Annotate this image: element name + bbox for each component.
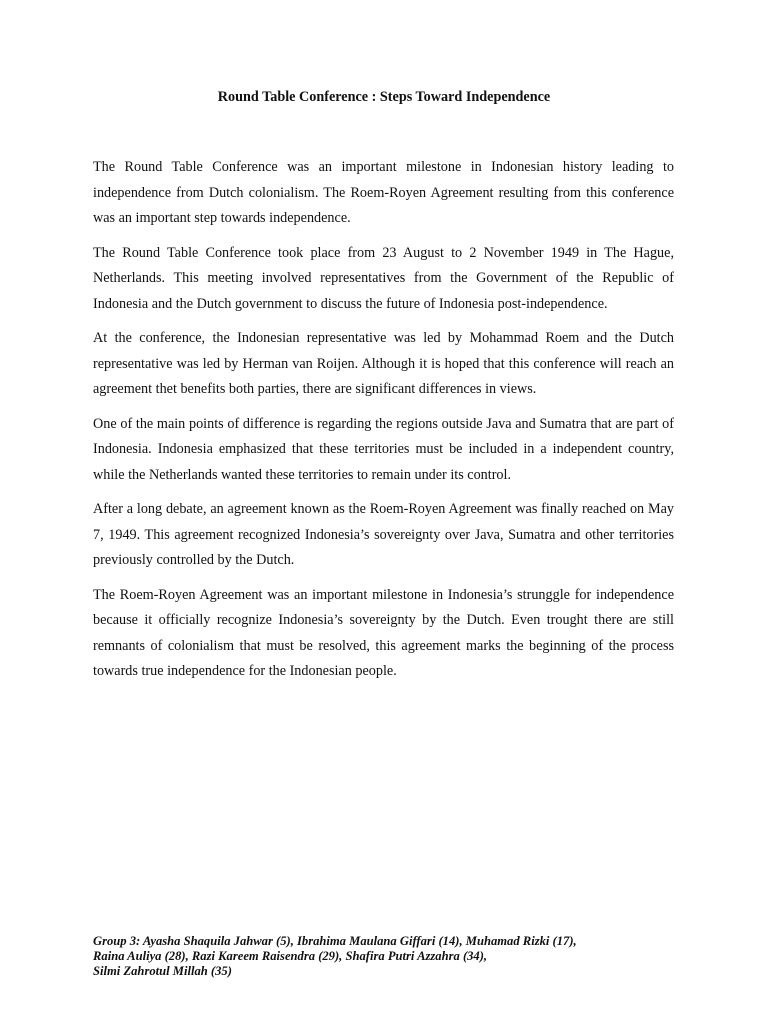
paragraph: The Round Table Conference took place from 23 August to 2 November 1949 in The Hague, Netherlands. This meeting involved representatives from the Government of the Republic of Indonesia and the Dutch government to discuss the future of Indonesia post-independence. (93, 244, 674, 312)
group-members-footer (93, 934, 693, 979)
footer-line: Raina Auliya (28), Razi Kareem Raisendra (29), Shafira Putri Azzahra (34), (93, 949, 488, 963)
paragraph: The Roem-Royen Agreement was an important milestone in Indonesia’s strunggle for independence because it officially recognize Indonesia’s sovereignty by the Dutch. Even trought there are still remnants of colonialism that must be resolved, this agreement marks the beginning of the process towards true independence for the Indonesian people. (93, 586, 674, 679)
footer-line: Group 3: Ayasha Shaquila Jahwar (5), Ibrahima Maulana Giffari (14), Muhamad Rizki (17), (93, 934, 577, 948)
document-body (93, 155, 674, 694)
paragraph: The Round Table Conference was an important milestone in Indonesian history leading to independence from Dutch colonialism. The Roem-Royen Agreement resulting from this conference was an important step towards independence. (93, 159, 674, 226)
footer-line: Silmi Zahrotul Millah (35) (93, 964, 232, 978)
document-title: Round Table Conference : Steps Toward Independence (217, 89, 551, 105)
paragraph: One of the main points of difference is regarding the regions outside Java and Sumatra that are part of Indonesia. Indonesia emphasized that these territories must be included in a independent country, while the Netherlands wanted these territories to remain under its control. (93, 415, 674, 483)
paragraph: At the conference, the Indonesian representative was led by Mohammad Roem and the Dutch representative was led by Herman van Roijen. Although it is hoped that this conference will reach an agreement thet benefits both parties, there are significant differences in views. (93, 330, 674, 397)
paragraph: After a long debate, an agreement known as the Roem-Royen Agreement was finally reached on May 7, 1949. This agreement recognized Indonesia’s sovereignty over Java, Sumatra and other territories previously controlled by the Dutch. (93, 501, 674, 568)
